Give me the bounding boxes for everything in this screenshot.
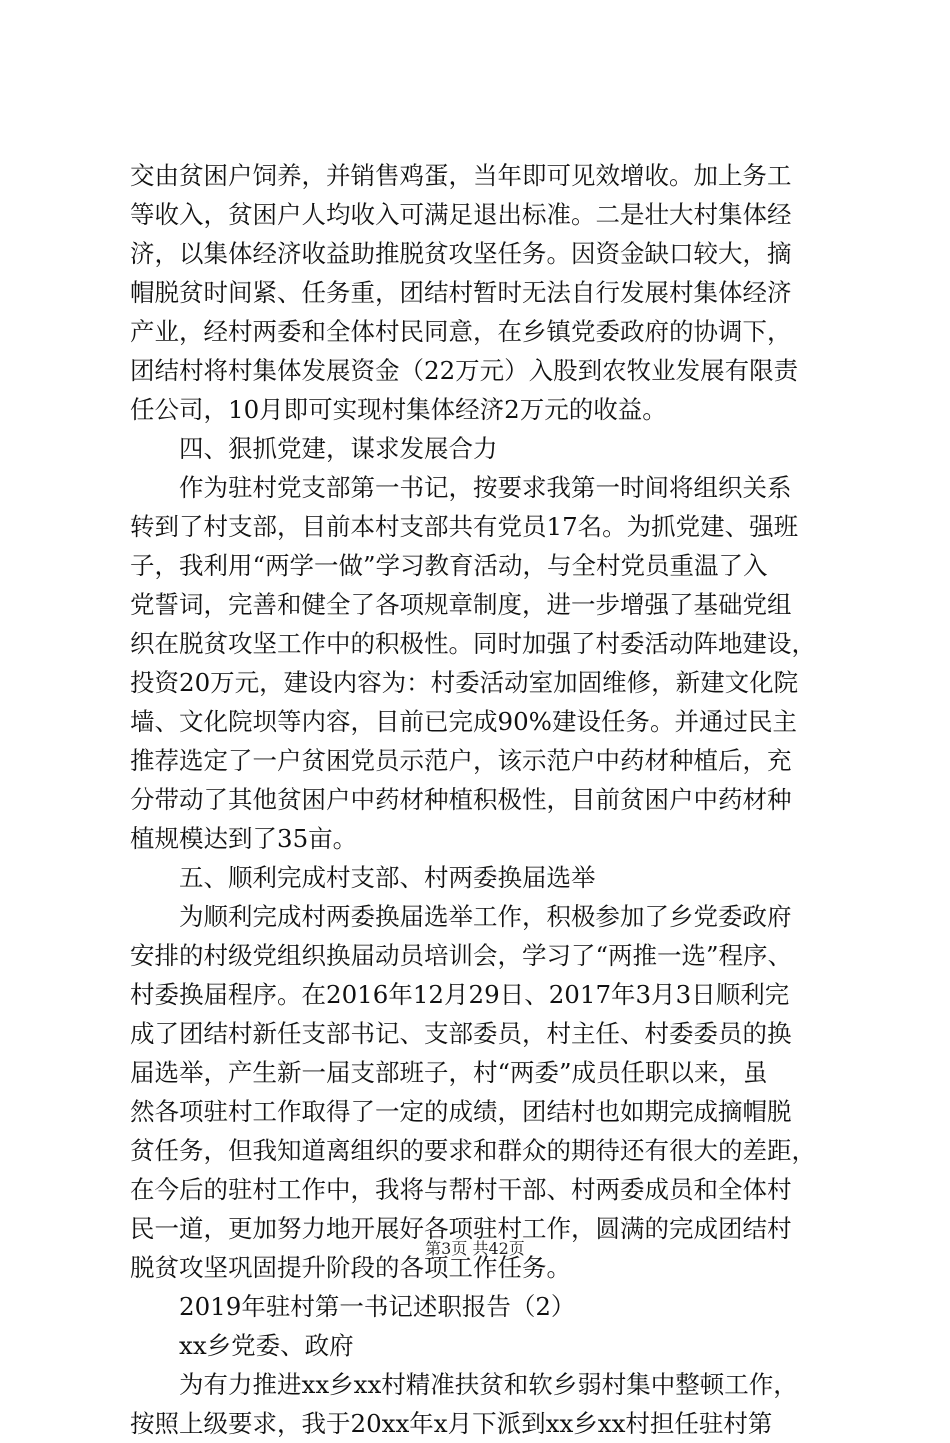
page-footer: 第3页 共42页 (425, 1239, 525, 1258)
text-line: 五、顺利完成村支部、村两委换届选举 (179, 863, 596, 892)
text-line: 转到了村支部，目前本村支部共有党员17名。为抓党建、强班 (130, 512, 799, 541)
text-line: 产业，经村两委和全体村民同意，在乡镇党委政府的协调下， (130, 317, 792, 346)
text-line: 贫任务，但我知道离组织的要求和群众的期待还有很大的差距， (130, 1136, 816, 1165)
text-line: xx乡党委、政府 (179, 1331, 354, 1360)
text-line: 脱贫攻坚巩固提升阶段的各项工作任务。 (130, 1253, 571, 1282)
text-line: 党誓词，完善和健全了各项规章制度，进一步增强了基础党组 (130, 590, 792, 619)
text-line: 子，我利用“两学一做”学习教育活动，与全村党员重温了入 (130, 551, 768, 580)
text-line: 安排的村级党组织换届动员培训会，学习了“两推一选”程序、 (130, 941, 793, 970)
text-line: 交由贫困户饲养，并销售鸡蛋，当年即可见效增收。加上务工 (130, 161, 792, 190)
text-line: 然各项驻村工作取得了一定的成绩，团结村也如期完成摘帽脱 (130, 1097, 792, 1126)
text-line: 2019年驻村第一书记述职报告（2） (179, 1292, 576, 1321)
text-line: 为有力推进xx乡xx村精准扶贫和软乡弱村集中整顿工作， (179, 1370, 798, 1399)
text-line: 按照上级要求，我于20xx年x月下派到xx乡xx村担任驻村第 (130, 1409, 773, 1438)
text-line: 作为驻村党支部第一书记，按要求我第一时间将组织关系 (179, 473, 792, 502)
text-line: 团结村将村集体发展资金（22万元）入股到农牧业发展有限责 (130, 356, 799, 385)
text-line: 济，以集体经济收益助推脱贫攻坚任务。因资金缺口较大，摘 (130, 239, 792, 268)
text-line: 分带动了其他贫困户中药材种植积极性，目前贫困户中药材种 (130, 785, 792, 814)
text-line: 等收入，贫困户人均收入可满足退出标准。二是壮大村集体经 (130, 200, 792, 229)
text-line: 推荐选定了一户贫困党员示范户，该示范户中药材种植后，充 (130, 746, 792, 775)
text-line: 植规模达到了35亩。 (130, 824, 358, 853)
text-line: 村委换届程序。在2016年12月29日、2017年3月3日顺利完 (130, 980, 790, 1009)
text-line: 民一道，更加努力地开展好各项驻村工作，圆满的完成团结村 (130, 1214, 792, 1243)
text-line: 在今后的驻村工作中，我将与帮村干部、村两委成员和全体村 (130, 1175, 792, 1204)
text-line: 任公司，10月即可实现村集体经济2万元的收益。 (130, 395, 667, 424)
text-line: 成了团结村新任支部书记、支部委员，村主任、村委委员的换 (130, 1019, 792, 1048)
text-line: 投资20万元，建设内容为：村委活动室加固维修，新建文化院 (130, 668, 799, 697)
text-line: 织在脱贫攻坚工作中的积极性。同时加强了村委活动阵地建设， (130, 629, 816, 658)
text-line: 为顺利完成村两委换届选举工作，积极参加了乡党委政府 (179, 902, 792, 931)
text-line: 四、狠抓党建，谋求发展合力 (179, 434, 498, 463)
text-line: 帽脱贫时间紧、任务重，团结村暂时无法自行发展村集体经济 (130, 278, 792, 307)
text-line: 墙、文化院坝等内容，目前已完成90%建设任务。并通过民主 (130, 707, 797, 736)
text-line: 届选举，产生新一届支部班子，村“两委”成员任职以来，虽 (130, 1058, 768, 1087)
